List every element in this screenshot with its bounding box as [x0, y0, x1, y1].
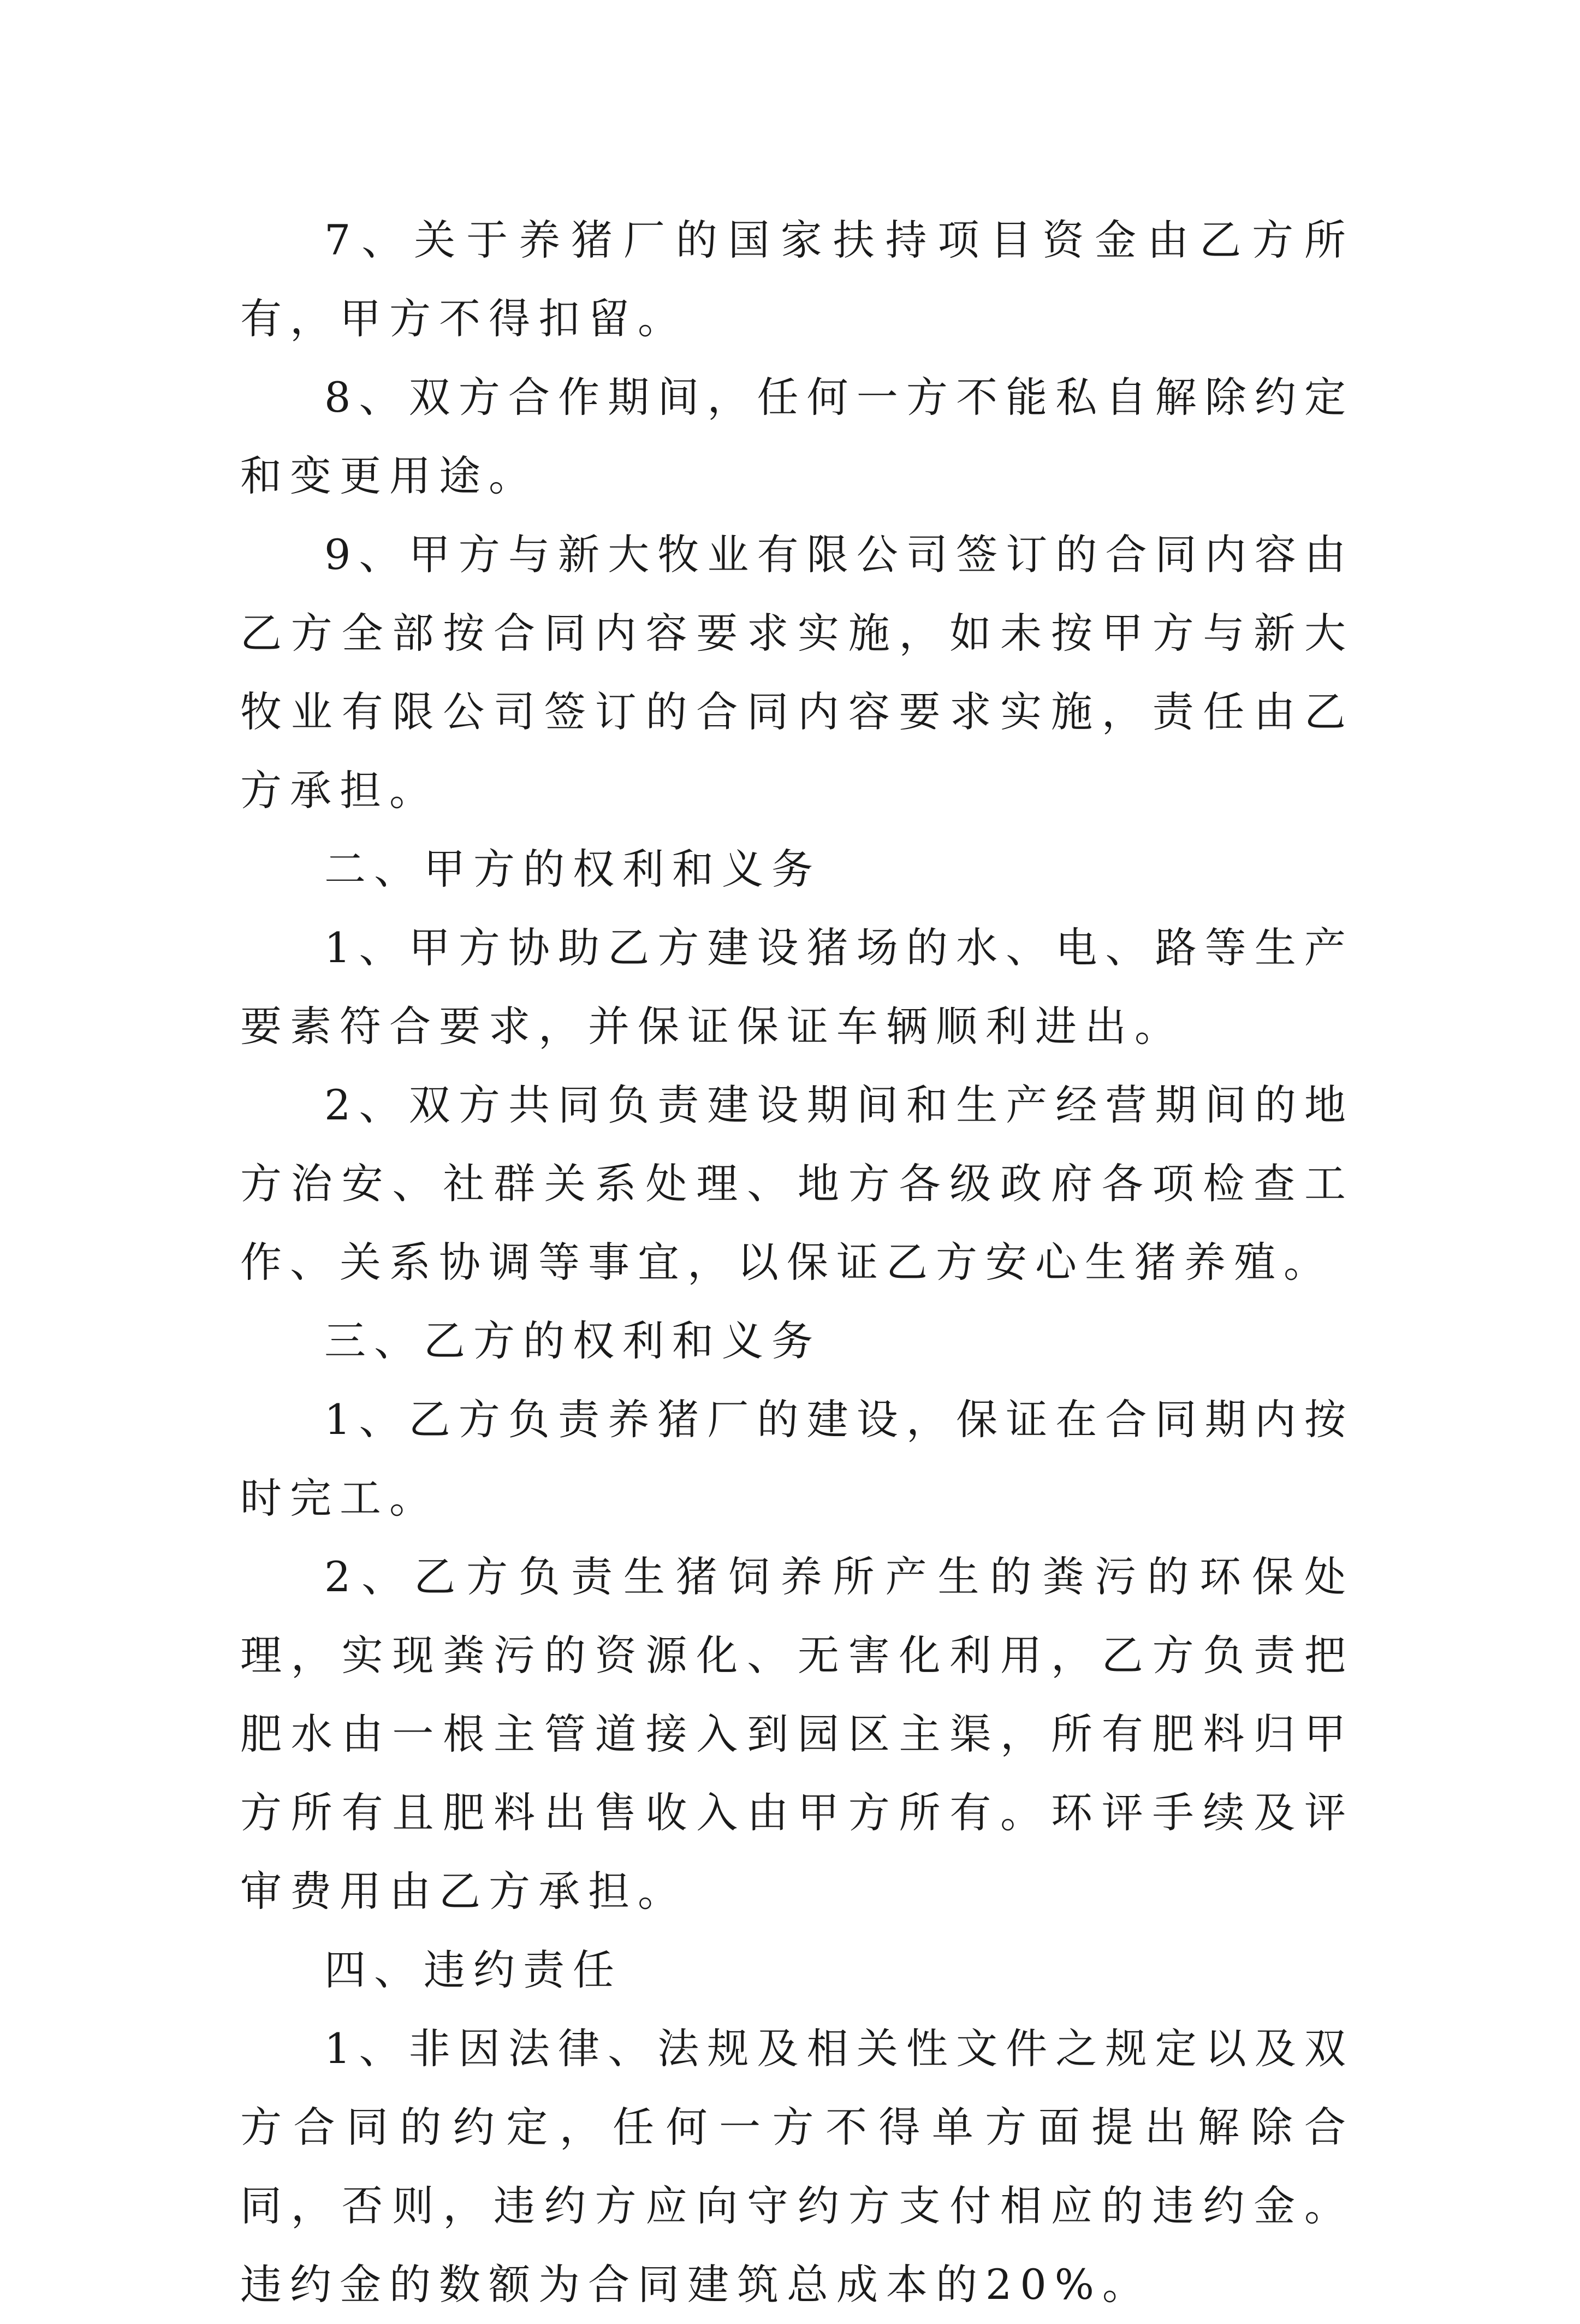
document-body	[240, 201, 1354, 2324]
paragraph-party-b-item-1: 1、乙方负责养猪厂的建设，保证在合同期内按时完工。	[240, 1395, 1354, 1522]
section-heading-party-b: 三、乙方的权利和义务	[324, 1317, 821, 1365]
paragraph-party-a-item-2: 2、双方共同负责建设期间和生产经营期间的地方治安、社群关系处理、地方各级政府各项检查工作、关系协调等事宜，以保证乙方安心生猪养殖。	[240, 1081, 1354, 1286]
paragraph-clause-7: 7、关于养猪厂的国家扶持项目资金由乙方所有，甲方不得扣留。	[240, 216, 1354, 343]
paragraph-clause-8: 8、双方合作期间，任何一方不能私自解除约定和变更用途。	[240, 373, 1354, 500]
paragraph-breach-item-1: 1、非因法律、法规及相关性文件之规定以及双方合同的约定，任何一方不得单方面提出解除合同，否则，违约方应向守约方支付相应的违约金。违约金的数额为合同建筑总成本的20%。	[240, 2024, 1354, 2309]
section-heading-party-a: 二、甲方的权利和义务	[324, 845, 821, 893]
paragraph-party-b-item-2: 2、乙方负责生猪饲养所产生的粪污的环保处理，实现粪污的资源化、无害化利用，乙方负责把肥水由一根主管道接入到园区主渠，所有肥料归甲方所有且肥料出售收入由甲方所有。环评手续及评审费用由乙方承担。	[240, 1552, 1354, 1916]
section-heading-breach: 四、违约责任	[324, 1946, 622, 1994]
paragraph-clause-9: 9、甲方与新大牧业有限公司签订的合同内容由乙方全部按合同内容要求实施，如未按甲方与新大牧业有限公司签订的合同内容要求实施，责任由乙方承担。	[240, 530, 1354, 815]
paragraph-party-a-item-1: 1、甲方协助乙方建设猪场的水、电、路等生产要素符合要求，并保证保证车辆顺利进出。	[240, 923, 1354, 1051]
